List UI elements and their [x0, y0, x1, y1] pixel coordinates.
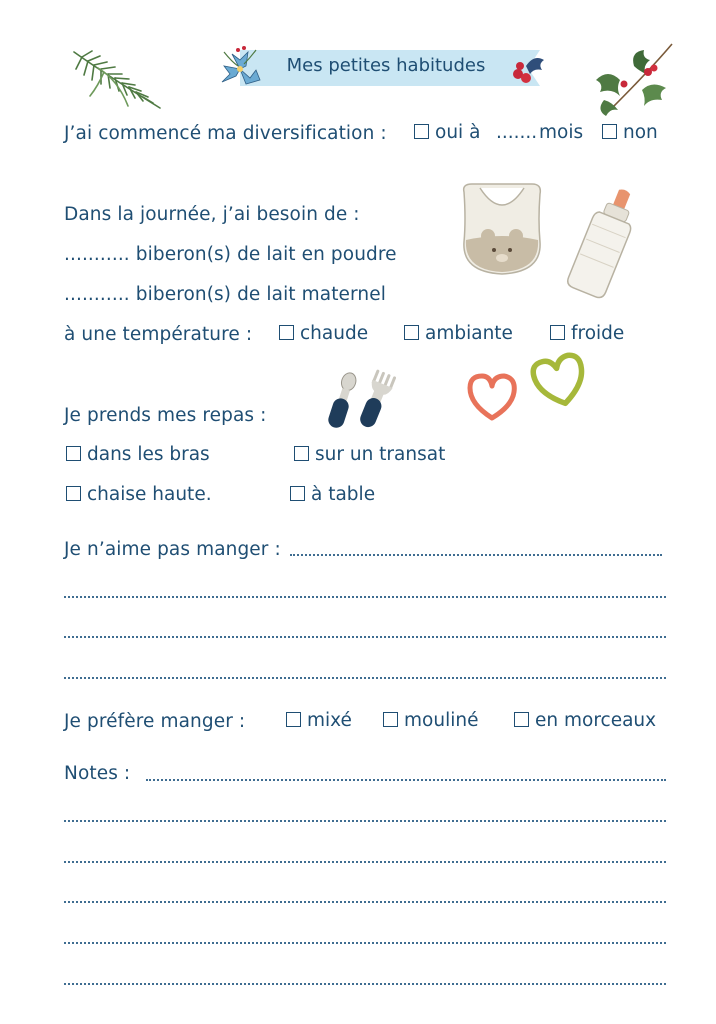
checkbox-table[interactable] — [290, 486, 305, 501]
checkbox-no[interactable] — [602, 124, 617, 139]
powder-milk-label: biberon(s) de lait en poudre — [135, 244, 397, 265]
pref-mashed-label: mouliné — [404, 710, 479, 731]
page-title: Mes petites habitudes — [286, 55, 486, 76]
notes-field-4[interactable] — [64, 895, 666, 903]
notes-field-6[interactable] — [64, 977, 666, 985]
pine-branch-icon — [68, 46, 168, 116]
checkbox-pieces[interactable] — [514, 712, 529, 727]
notes-field-2[interactable] — [64, 814, 666, 822]
checkbox-mashed[interactable] — [383, 712, 398, 727]
months-blank[interactable]: ....... — [496, 122, 538, 143]
option-yes[interactable] — [414, 122, 480, 143]
checkbox-bouncer[interactable] — [294, 446, 309, 461]
diversification-row — [64, 122, 387, 146]
option-yes-label: oui à — [435, 122, 481, 143]
meal-option-arms[interactable] — [66, 444, 210, 465]
checkbox-blended[interactable] — [286, 712, 301, 727]
pref-option-pieces[interactable] — [514, 710, 656, 731]
spoon-fork-icon — [320, 368, 396, 434]
dislikes-label: Je n’aime pas manger : — [64, 539, 281, 560]
temp-room-label: ambiante — [425, 323, 513, 344]
notes-field-1[interactable] — [146, 773, 666, 781]
meals-heading: Je prends mes repas : — [64, 405, 267, 426]
months-unit: mois — [539, 122, 584, 143]
checkbox-yes[interactable] — [414, 124, 429, 139]
pref-pieces-label: en morceaux — [535, 710, 657, 731]
meal-highchair-label: chaise haute. — [87, 484, 212, 505]
notes-label: Notes : — [64, 763, 131, 784]
meal-option-table[interactable] — [290, 484, 375, 505]
option-no-label: non — [623, 122, 658, 143]
temp-hot-label: chaude — [300, 323, 369, 344]
preference-label: Je préfère manger : — [64, 711, 246, 732]
temp-option-hot[interactable] — [279, 323, 368, 344]
dislikes-field-2[interactable] — [64, 590, 666, 598]
option-no[interactable] — [602, 122, 658, 143]
notes-field-5[interactable] — [64, 936, 666, 944]
meal-bouncer-label: sur un transat — [315, 444, 446, 465]
green-heart-icon — [528, 352, 592, 412]
pref-blended-label: mixé — [307, 710, 352, 731]
pref-option-mashed[interactable] — [383, 710, 478, 731]
meal-arms-label: dans les bras — [87, 444, 210, 465]
bib-icon — [456, 182, 548, 278]
meal-table-label: à table — [311, 484, 376, 505]
meal-option-bouncer[interactable] — [294, 444, 445, 465]
breast-milk-row — [64, 283, 386, 307]
diversification-label: J’ai commencé ma diversification : — [64, 123, 387, 144]
temp-option-cold[interactable] — [550, 323, 624, 344]
temp-option-room[interactable] — [404, 323, 513, 344]
temp-cold-label: froide — [571, 323, 625, 344]
baby-bottle-icon — [562, 184, 646, 302]
dislikes-field-3[interactable] — [64, 630, 666, 638]
holly-berry-icon — [508, 52, 548, 86]
checkbox-highchair[interactable] — [66, 486, 81, 501]
meal-option-highchair[interactable] — [66, 484, 212, 505]
daytime-heading: Dans la journée, j’ai besoin de : — [64, 204, 360, 225]
checkbox-room[interactable] — [404, 325, 419, 340]
powder-milk-blank[interactable]: ........... — [64, 244, 130, 265]
notes-field-3[interactable] — [64, 855, 666, 863]
checkbox-hot[interactable] — [279, 325, 294, 340]
orange-heart-icon — [464, 372, 520, 424]
pref-option-blended[interactable] — [286, 710, 352, 731]
checkbox-arms[interactable] — [66, 446, 81, 461]
breast-milk-blank[interactable]: ........... — [64, 284, 130, 305]
holly-branch-icon — [590, 40, 676, 118]
powder-milk-row — [64, 243, 397, 267]
dislikes-field-1[interactable] — [290, 548, 662, 556]
dislikes-field-4[interactable] — [64, 671, 666, 679]
breast-milk-label: biberon(s) de lait maternel — [135, 284, 386, 305]
checkbox-cold[interactable] — [550, 325, 565, 340]
temperature-label: à une température : — [64, 324, 253, 345]
